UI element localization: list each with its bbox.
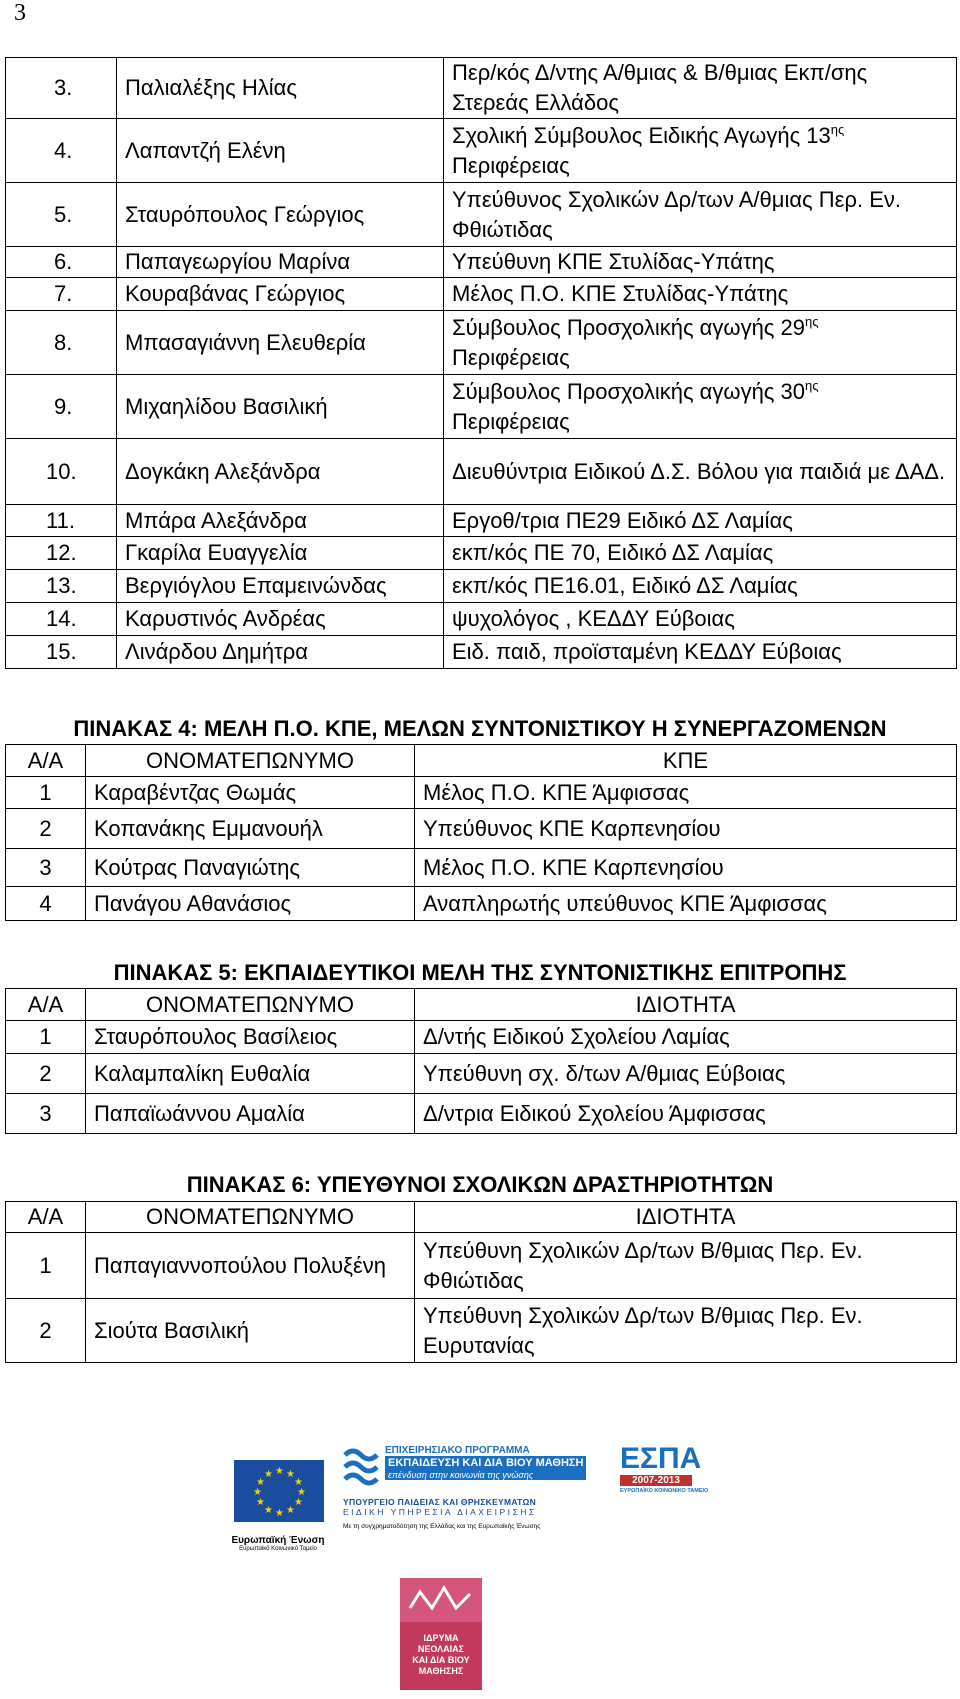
table-row (6, 1021, 957, 1054)
table-row (6, 311, 957, 375)
espa-logo (620, 1443, 730, 1523)
row-number: 3 (6, 849, 86, 887)
eu-logo (226, 1440, 330, 1586)
row-number: 6. (6, 247, 117, 278)
svg-text:★: ★ (297, 1487, 306, 1498)
program-line2: ΕΚΠΑΙΔΕΥΣΗ ΚΑΙ ΔΙΑ ΒΙΟΥ ΜΑΘΗΣΗ (385, 1456, 586, 1470)
table-header-row (6, 745, 957, 777)
row-number: 12. (6, 537, 117, 570)
row-role: Υπεύθυνη Σχολικών Δρ/των Β/θμιας Περ. Εν. Ευρυτανίας (415, 1299, 957, 1363)
espa-sub: ΕΥΡΩΠΑΪΚΟ ΚΟΙΝΩΝΙΚΟ ΤΑΜΕΙΟ (620, 1488, 709, 1494)
row-role: εκπ/κός ΠΕ 70, Ειδικό ΔΣ Λαμίας (444, 537, 957, 570)
inedivim-line2: ΝΕΟΛΑΙΑΣ (417, 1644, 465, 1654)
row-role: Υπεύθυνη σχ. δ/των Α/θμιας Εύβοιας (415, 1054, 957, 1094)
svg-text:★: ★ (275, 1466, 284, 1477)
row-name: Καραβέντζας Θωμάς (86, 777, 415, 809)
row-name: Λαπαντζή Ελένη (117, 119, 444, 183)
waves-icon (343, 1445, 381, 1489)
row-role: Σύμβουλος Προσχολικής αγωγής $30^{\eta\varsigma}$ Περιφέρειας (444, 375, 957, 439)
inedivim-line4: ΜΑΘΗΣΗΣ (418, 1666, 464, 1676)
row-role: Δ/ντής Ειδικού Σχολείου Λαμίας (415, 1021, 957, 1054)
row-name: Βεργιόγλου Επαμεινώνδας (117, 570, 444, 603)
row-number: 1 (6, 1021, 86, 1054)
row-role: Υπεύθυνη Σχολικών Δρ/των Β/θμιας Περ. Εν. Φθιώτιδας (415, 1233, 957, 1299)
table4-title: ΠΙΝΑΚΑΣ 4: ΜΕΛΗ Π.Ο. ΚΠΕ, ΜΕΛΩΝ ΣΥΝΤΟΝΙΣΤΙΚΟΥ Η ΣΥΝΕΡΓΑΖΟΜΕΝΩΝ (73, 716, 887, 741)
inedivim-line3: ΚΑΙ ΔΙΑ ΒΙΟΥ (412, 1655, 470, 1665)
row-number: 1 (6, 1233, 86, 1299)
svg-text:★: ★ (286, 1469, 295, 1480)
header-name: ΟΝΟΜΑΤΕΠΩΝΥΜΟ (86, 989, 415, 1021)
row-role: Υπεύθυνος Σχολικών Δρ/των Α/θμιας Περ. Εν. Φθιώτιδας (444, 183, 957, 247)
row-number: 13. (6, 570, 117, 603)
espa-name: ΕΣΠΑ (620, 1442, 702, 1475)
header-name: ΟΝΟΜΑΤΕΠΩΝΥΜΟ (86, 745, 415, 777)
program-logo (343, 1445, 613, 1560)
row-number: 15. (6, 636, 117, 669)
table-row (6, 183, 957, 247)
table-row (6, 1299, 957, 1363)
table-header-row (6, 1202, 957, 1233)
inedivim-logo (400, 1578, 482, 1690)
row-role: Υπεύθυνη ΚΠΕ Στυλίδας-Υπάτης (444, 247, 957, 278)
inedivim-line1: ΙΔΡΥΜΑ (423, 1633, 459, 1643)
row-number: 3. (6, 58, 117, 119)
svg-text:★: ★ (275, 1508, 284, 1519)
table-header-row (6, 989, 957, 1021)
table-row (6, 278, 957, 311)
table-row (6, 1094, 957, 1134)
table-row (6, 849, 957, 887)
header-aa: Α/Α (6, 1202, 86, 1233)
header-role: ΙΔΙΟΤΗΤΑ (415, 1202, 957, 1233)
table-row (6, 570, 957, 603)
header-aa: Α/Α (6, 745, 86, 777)
row-name: Σταυρόπουλος Γεώργιος (117, 183, 444, 247)
ministry-line2: ΕΙΔΙΚΗ ΥΠΗΡΕΣΙΑ ΔΙΑΧΕΙΡΙΣΗΣ (343, 1507, 537, 1517)
row-role: Μέλος Π.Ο. ΚΠΕ Καρπενησίου (415, 849, 957, 887)
row-name: Πανάγου Αθανάσιος (86, 887, 415, 921)
row-number: 3 (6, 1094, 86, 1134)
table-row (6, 119, 957, 183)
eu-label: Ευρωπαϊκή Ένωση (231, 1535, 325, 1546)
row-name: Λινάρδου Δημήτρα (117, 636, 444, 669)
row-role: Δ/ντρια Ειδικού Σχολείου Άμφισσας (415, 1094, 957, 1134)
row-role: Εργοθ/τρια ΠΕ29 Ειδικό ΔΣ Λαμίας (444, 505, 957, 537)
row-name: Καλαμπαλίκη Ευθαλία (86, 1054, 415, 1094)
svg-text:★: ★ (264, 1469, 273, 1480)
page-number: 3 (14, 0, 26, 26)
row-name: Μιχαηλίδου Βασιλική (117, 375, 444, 439)
svg-text:★: ★ (286, 1505, 295, 1516)
table-row (6, 537, 957, 570)
inedivim-emblem-icon (400, 1578, 482, 1622)
row-number: 2 (6, 1299, 86, 1363)
espa-years: 2007-2013 (620, 1475, 692, 1486)
row-number: 11. (6, 505, 117, 537)
table-row (6, 1233, 957, 1299)
table-row (6, 809, 957, 849)
row-name: Μπασαγιάννη Ελευθερία (117, 311, 444, 375)
table-row (6, 636, 957, 669)
row-name: Μπάρα Αλεξάνδρα (117, 505, 444, 537)
row-name: Σιούτα Βασιλική (86, 1299, 415, 1363)
row-role: ψυχολόγος , ΚΕΔΔΥ Εύβοιας (444, 603, 957, 636)
table-row (6, 777, 957, 809)
header-role: ΙΔΙΟΤΗΤΑ (415, 989, 957, 1021)
row-name: Κοπανάκης Εμμανουήλ (86, 809, 415, 849)
svg-text:★: ★ (294, 1477, 303, 1488)
table-row (6, 1054, 957, 1094)
header-aa: Α/Α (6, 989, 86, 1021)
row-role: Σύμβουλος Προσχολικής αγωγής $29^{\eta\varsigma}$ Περιφέρειας (444, 311, 957, 375)
row-number: 4. (6, 119, 117, 183)
table5-title: ΠΙΝΑΚΑΣ 5: ΕΚΠΑΙΔΕΥΤΙΚΟΙ ΜΕΛΗ ΤΗΣ ΣΥΝΤΟΝΙΣΤΙΚΗΣ ΕΠΙΤΡΟΠΗΣ (113, 960, 847, 985)
row-role: Διευθύντρια Ειδικού Δ.Σ. Βόλου για παιδιά με ΔΑΔ. (444, 439, 957, 505)
svg-text:★: ★ (256, 1497, 265, 1508)
table-row (6, 58, 957, 119)
program-line1: ΕΠΙΧΕΙΡΗΣΙΑΚΟ ΠΡΟΓΡΑΜΜΑ (385, 1445, 530, 1456)
row-name: Παλιαλέξης Ηλίας (117, 58, 444, 119)
row-number: 2 (6, 809, 86, 849)
table4 (5, 744, 957, 921)
header-kpe: ΚΠΕ (415, 745, 957, 777)
table6 (5, 1201, 957, 1363)
row-role: Αναπληρωτής υπεύθυνος ΚΠΕ Άμφισσας (415, 887, 957, 921)
row-number: 14. (6, 603, 117, 636)
row-role: Περ/κός Δ/ντης Α/θμιας & Β/θμιας Εκπ/σης Στερεάς Ελλάδος (444, 58, 957, 119)
row-number: 8. (6, 311, 117, 375)
svg-text:★: ★ (264, 1505, 273, 1516)
row-role: εκπ/κός ΠΕ16.01, Ειδικό ΔΣ Λαμίας (444, 570, 957, 603)
row-name: Κουραβάνας Γεώργιος (117, 278, 444, 311)
row-role: Σχολική Σύμβουλος Ειδικής Αγωγής $13^{\eta\varsigma}$ Περιφέρειας (444, 119, 957, 183)
cofund-line: Με τη συγχρηματοδότηση της Ελλάδας και της Ευρωπαϊκής Ένωσης (343, 1523, 541, 1530)
row-number: 10. (6, 439, 117, 505)
members-table-continued (5, 57, 957, 669)
ministry-line1: ΥΠΟΥΡΓΕΙΟ ΠΑΙΔΕΙΑΣ ΚΑΙ ΘΡΗΣΚΕΥΜΑΤΩΝ (343, 1497, 537, 1507)
header-name: ΟΝΟΜΑΤΕΠΩΝΥΜΟ (86, 1202, 415, 1233)
table-row (6, 603, 957, 636)
row-name: Παπαγιαννοπούλου Πολυξένη (86, 1233, 415, 1299)
eu-flag-icon (226, 1440, 330, 1550)
table-row (6, 505, 957, 537)
table-row (6, 887, 957, 921)
row-number: 7. (6, 278, 117, 311)
table-row (6, 375, 957, 439)
table6-title: ΠΙΝΑΚΑΣ 6: ΥΠΕΥΘΥΝΟΙ ΣΧΟΛΙΚΩΝ ΔΡΑΣΤΗΡΙΟΤΗΤΩΝ (186, 1172, 774, 1197)
row-number: 9. (6, 375, 117, 439)
row-role: Μέλος Π.Ο. ΚΠΕ Άμφισσας (415, 777, 957, 809)
row-role: Ειδ. παιδ, προϊσταμένη ΚΕΔΔΥ Εύβοιας (444, 636, 957, 669)
row-name: Δογκάκη Αλεξάνδρα (117, 439, 444, 505)
row-number: 2 (6, 1054, 86, 1094)
row-name: Κούτρας Παναγιώτης (86, 849, 415, 887)
row-name: Παπαγεωργίου Μαρίνα (117, 247, 444, 278)
row-name: Σταυρόπουλος Βασίλειος (86, 1021, 415, 1054)
row-role: Υπεύθυνος ΚΠΕ Καρπενησίου (415, 809, 957, 849)
eu-sublabel: Ευρωπαϊκό Κοινωνικό Ταμείο (239, 1546, 317, 1552)
row-name: Παπαϊωάννου Αμαλία (86, 1094, 415, 1134)
row-number: 1 (6, 777, 86, 809)
svg-text:★: ★ (256, 1477, 265, 1488)
row-role: Μέλος Π.Ο. ΚΠΕ Στυλίδας-Υπάτης (444, 278, 957, 311)
svg-text:★: ★ (294, 1497, 303, 1508)
table-row (6, 247, 957, 278)
row-name: Καρυστινός Ανδρέας (117, 603, 444, 636)
row-number: 5. (6, 183, 117, 247)
svg-text:★: ★ (253, 1487, 262, 1498)
row-number: 4 (6, 887, 86, 921)
table-row (6, 439, 957, 505)
table5 (5, 988, 957, 1134)
row-name: Γκαρίλα Ευαγγελία (117, 537, 444, 570)
program-line3: επένδυση στην κοινωνία της γνώσης (385, 1470, 586, 1480)
